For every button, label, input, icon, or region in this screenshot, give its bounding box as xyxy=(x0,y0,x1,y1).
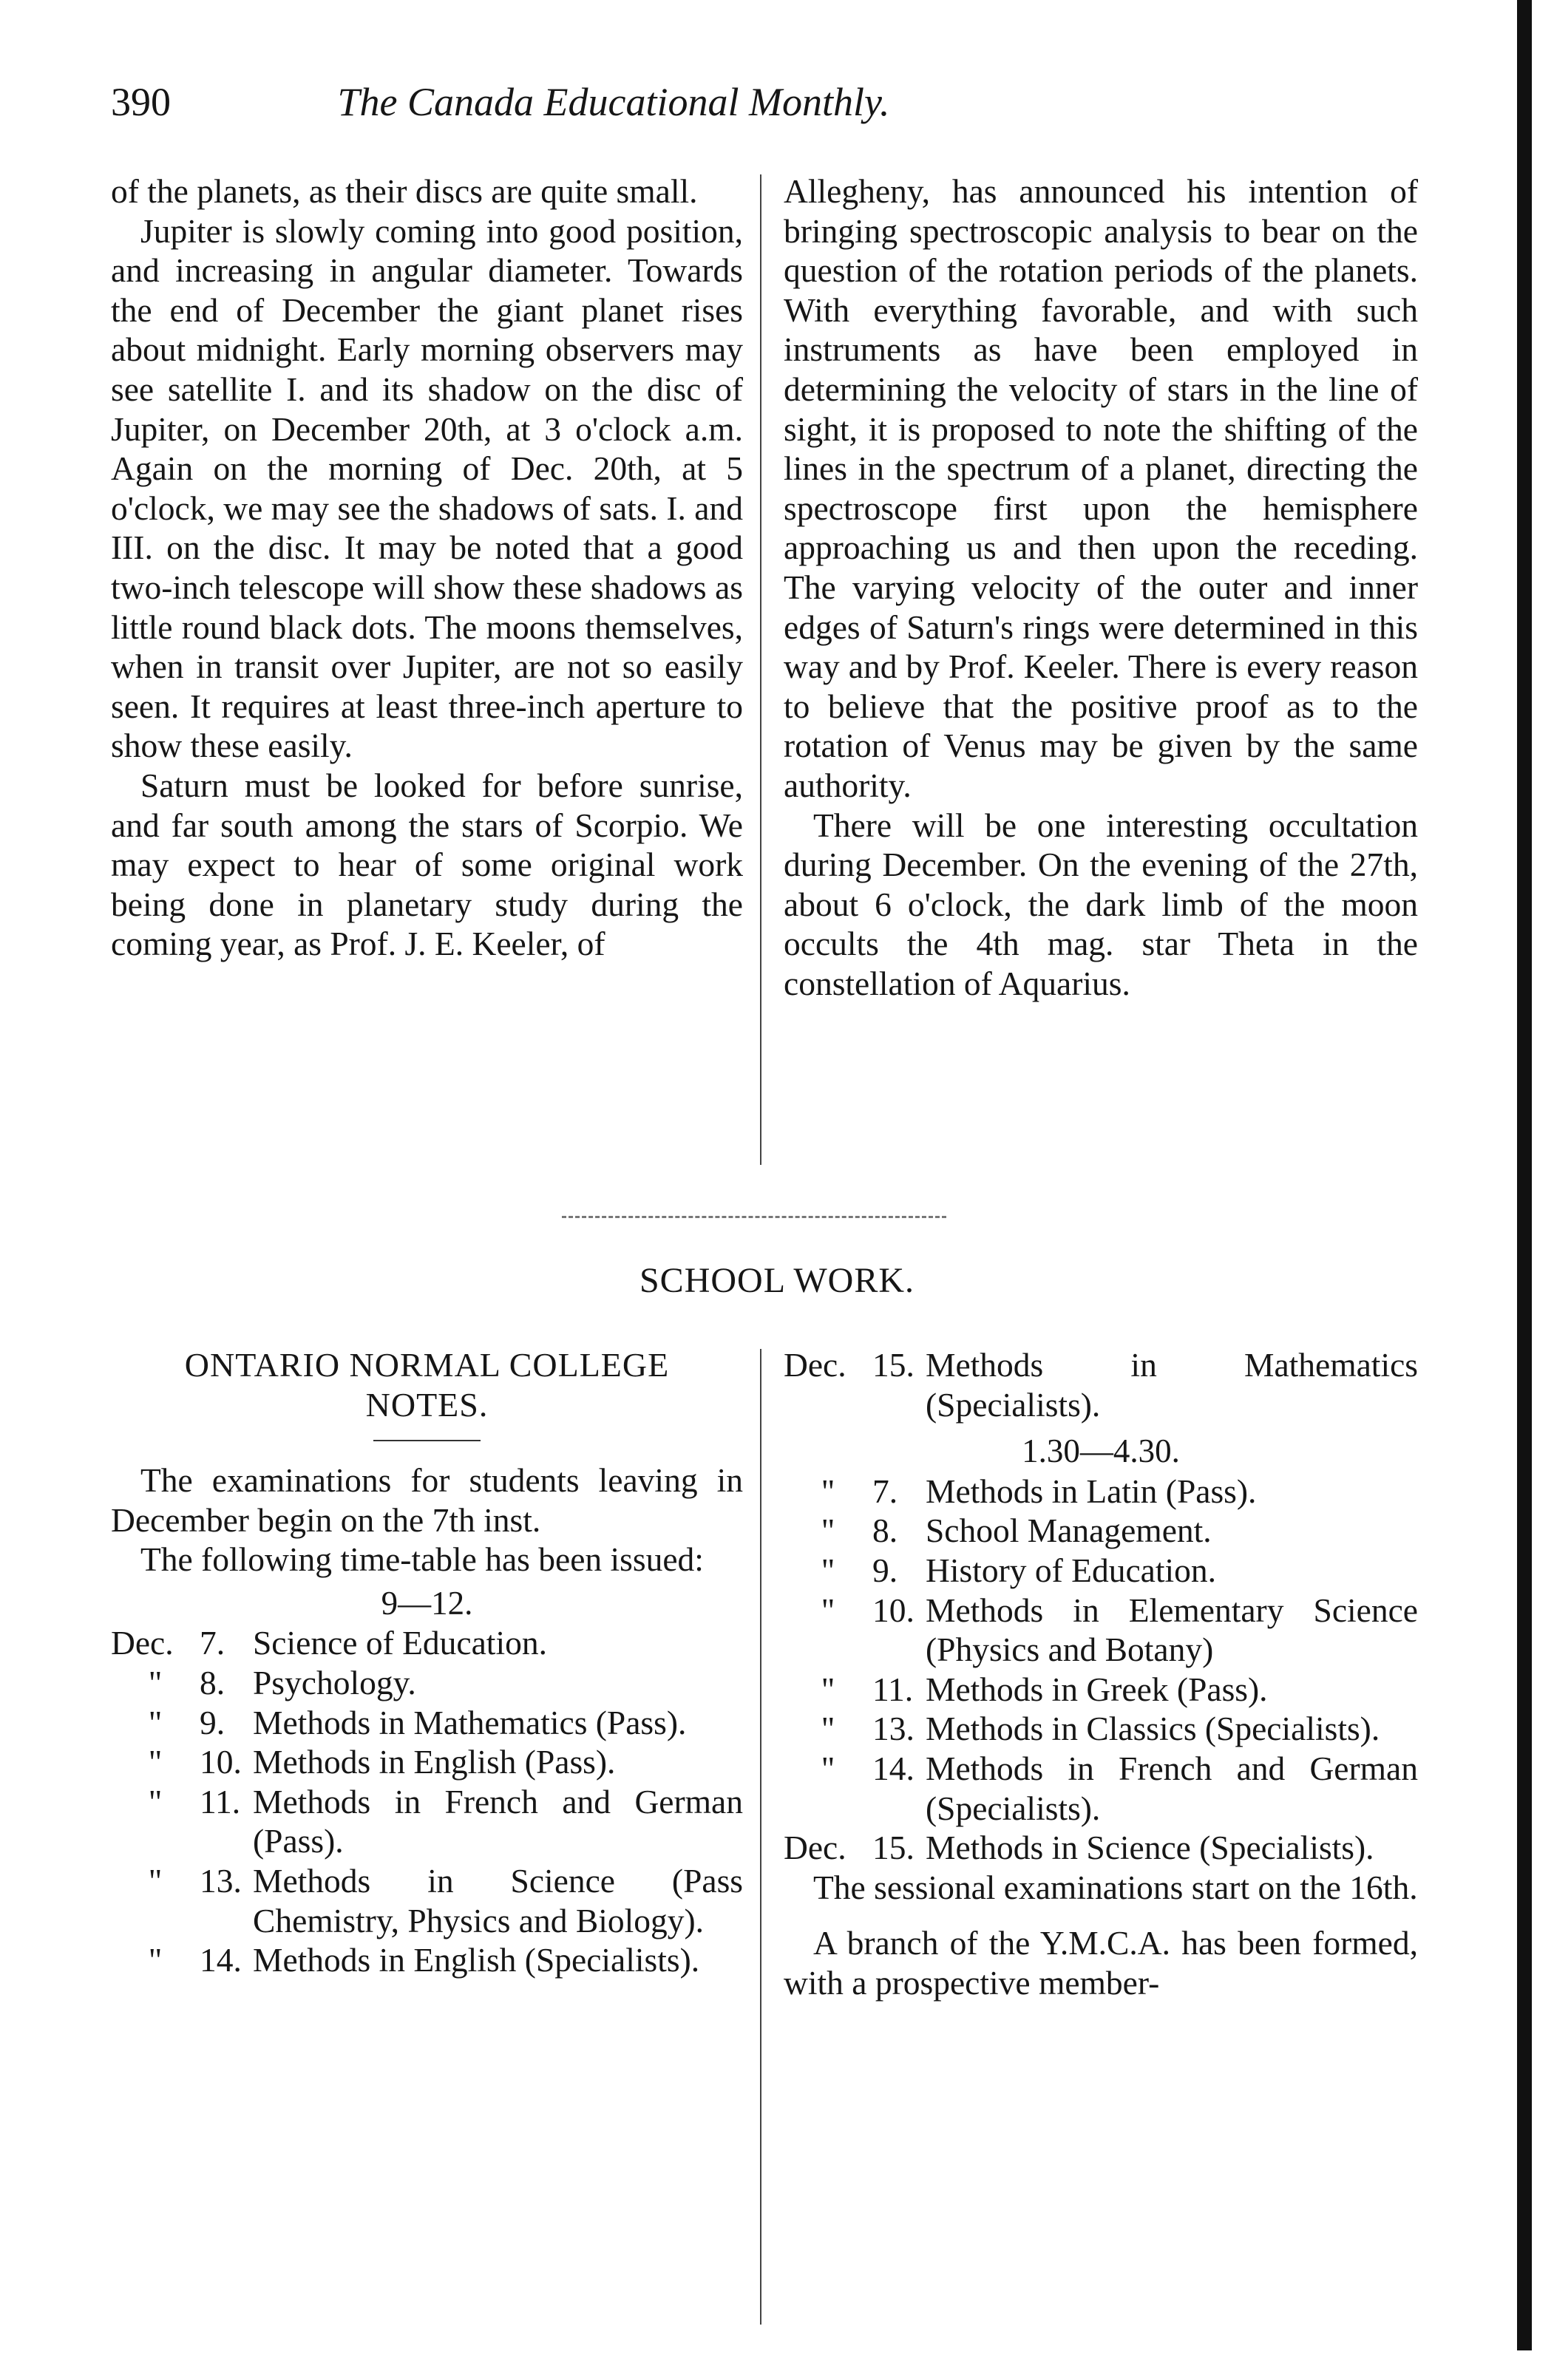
timetable-date: " xyxy=(821,1749,835,1787)
timetable-day: 10. xyxy=(872,1591,915,1629)
notes-paragraph: The following time-table has been issued: xyxy=(140,1540,704,1579)
afternoon-session-time: 1.30—4.30. xyxy=(1022,1432,1180,1470)
timetable-row xyxy=(784,1591,1418,1670)
scan-edge-bar xyxy=(1517,0,1532,2350)
timetable-subject: Methods in English (Pass). xyxy=(253,1743,616,1781)
timetable-day: 8. xyxy=(872,1512,898,1550)
timetable-day: 14. xyxy=(872,1749,915,1787)
timetable-day: 13. xyxy=(872,1710,915,1748)
notes-heading-line: ONTARIO NORMAL COLLEGE xyxy=(184,1346,670,1384)
timetable-date: " xyxy=(148,1703,163,1741)
timetable-day: 11. xyxy=(872,1670,914,1708)
article-column-right xyxy=(784,171,1418,1003)
timetable-row xyxy=(784,1511,1418,1551)
article-paragraph: There will be one interesting occultation during December. On the evening of the 27th, about 6 o'clock, the dark limb of the moon occults the 4th mag. star Theta in the constellation of Aquarius. xyxy=(784,806,1418,1002)
notes-column-left xyxy=(111,1345,743,1980)
morning-timetable xyxy=(111,1623,743,1979)
article-paragraph: of the planets, as their discs are quite small. xyxy=(111,172,698,210)
timetable-subject: Psychology. xyxy=(253,1663,416,1701)
section-separator xyxy=(562,1216,946,1218)
timetable-subject: Methods in Mathematics (Pass). xyxy=(253,1703,687,1741)
paragraph-gap xyxy=(784,1907,1418,1923)
timetable-row xyxy=(784,1551,1418,1591)
timetable-row xyxy=(111,1782,743,1861)
timetable-date: " xyxy=(821,1710,835,1748)
timetable-subject: Methods in French and German (Pass). xyxy=(253,1782,743,1860)
timetable-subject: School Management. xyxy=(926,1512,1212,1550)
timetable-date: " xyxy=(821,1591,835,1629)
timetable-date: " xyxy=(148,1941,163,1979)
notes-paragraph: The sessional examinations start on the 16th. xyxy=(813,1868,1418,1906)
timetable-row xyxy=(111,1623,743,1663)
timetable-row xyxy=(784,1670,1418,1710)
column-divider xyxy=(760,174,761,1165)
column-divider xyxy=(760,1349,761,2325)
afternoon-timetable xyxy=(784,1472,1418,1868)
timetable-day: 15. xyxy=(872,1829,915,1867)
timetable-day: 10. xyxy=(200,1743,242,1781)
timetable-row xyxy=(111,1940,743,1980)
timetable-subject: Methods in Classics (Specialists). xyxy=(926,1710,1380,1748)
timetable-date: " xyxy=(148,1861,163,1900)
timetable-subject: Methods in Greek (Pass). xyxy=(926,1670,1268,1708)
timetable-date: " xyxy=(821,1670,835,1708)
article-paragraph: Saturn must be looked for before sunrise, and far south among the stars of Scorpio. We may expect to hear of some original work being done in planetary study during the coming year, as Prof. J. E. Keeler, of xyxy=(111,766,743,963)
notes-paragraph: A branch of the Y.M.C.A. has been formed, with a prospective member- xyxy=(784,1924,1418,2002)
heading-rule xyxy=(373,1440,481,1441)
timetable-date: Dec. xyxy=(784,1829,846,1867)
article-paragraph: Jupiter is slowly coming into good position, and increasing in angular diameter. Towards the end of December the giant planet rises about midnight. Early morning observers may see satellite I. and its shadow on the disc of Jupiter, on December 20th, at 3 o'clock a.m. Again on the morning of Dec. 20th, at 5 o'clock, we may see the shadows of sats. I. and III. on the disc. It may be noted that a good two-inch telescope will show these shadows as little round black dots. The moons themselves, when in transit over Jupiter, are not so easily seen. It requires at least three-inch aperture to show these easily. xyxy=(111,211,743,765)
timetable-row xyxy=(784,1709,1418,1749)
timetable-row xyxy=(784,1345,1418,1424)
timetable-date: Dec. xyxy=(784,1346,846,1384)
timetable-day: 9. xyxy=(872,1551,898,1589)
timetable-row xyxy=(784,1828,1418,1868)
timetable-date: " xyxy=(148,1782,163,1820)
timetable-subject: Methods in Science (Specialists). xyxy=(926,1829,1374,1867)
timetable-day: 15. xyxy=(872,1346,915,1384)
timetable-subject: Methods in Latin (Pass). xyxy=(926,1472,1257,1510)
timetable-subject: Methods in English (Specialists). xyxy=(253,1941,700,1979)
timetable-date: " xyxy=(821,1472,835,1510)
timetable-row xyxy=(111,1742,743,1782)
timetable-day: 9. xyxy=(200,1703,225,1741)
timetable-day: 11. xyxy=(200,1782,241,1820)
timetable-subject: Methods in French and German (Specialists). xyxy=(926,1749,1418,1827)
timetable-subject: Science of Education. xyxy=(253,1624,547,1662)
article-paragraph: Allegheny, has announced his intention of bringing spectroscopic analysis to bear on the question of the rotation periods of the planets. With everything favorable, and with such instruments as have been employed in determining the velocity of stars in the line of sight, it is proposed to note the shifting of the lines in the spectrum of a planet, directing the spectroscope first upon the hemisphere approaching us and then upon the receding. The varying velocity of the outer and inner edges of Saturn's rings were determined in this way and by Prof. Keeler. There is every reason to believe that the positive proof as to the rotation of Venus may be given by the same authority. xyxy=(784,172,1418,804)
timetable-date: " xyxy=(148,1743,163,1781)
timetable-date: " xyxy=(821,1551,835,1589)
timetable-subject: Methods in Science (Pass Chemistry, Physics and Biology). xyxy=(253,1861,743,1939)
morning-timetable-continued xyxy=(784,1345,1418,1424)
notes-paragraph: The examinations for students leaving in December begin on the 7th inst. xyxy=(111,1461,743,1539)
timetable-day: 7. xyxy=(200,1624,225,1662)
timetable-row xyxy=(784,1472,1418,1512)
timetable-date: Dec. xyxy=(111,1624,174,1662)
timetable-row xyxy=(111,1861,743,1940)
page-header xyxy=(111,72,1116,132)
notes-heading xyxy=(111,1345,743,1425)
timetable-row xyxy=(111,1663,743,1703)
timetable-date: " xyxy=(148,1663,163,1701)
morning-session-time: 9—12. xyxy=(381,1584,473,1622)
timetable-day: 8. xyxy=(200,1663,225,1701)
section-title: SCHOOL WORK. xyxy=(639,1261,915,1300)
timetable-row xyxy=(784,1749,1418,1828)
timetable-subject: Methods in Elementary Science (Physics and Botany) xyxy=(926,1591,1418,1669)
page-number: 390 xyxy=(111,80,171,124)
timetable-subject: History of Education. xyxy=(926,1551,1216,1589)
article-column-left xyxy=(111,171,743,964)
timetable-subject: Methods in Mathematics (Specialists). xyxy=(926,1346,1418,1424)
running-title: The Canada Educational Monthly. xyxy=(337,80,890,124)
timetable-day: 14. xyxy=(200,1941,242,1979)
timetable-day: 7. xyxy=(872,1472,898,1510)
notes-column-right xyxy=(784,1345,1418,2003)
notes-heading-line: NOTES. xyxy=(365,1386,489,1424)
timetable-row xyxy=(111,1703,743,1743)
timetable-date: " xyxy=(821,1512,835,1550)
timetable-day: 13. xyxy=(200,1861,242,1900)
